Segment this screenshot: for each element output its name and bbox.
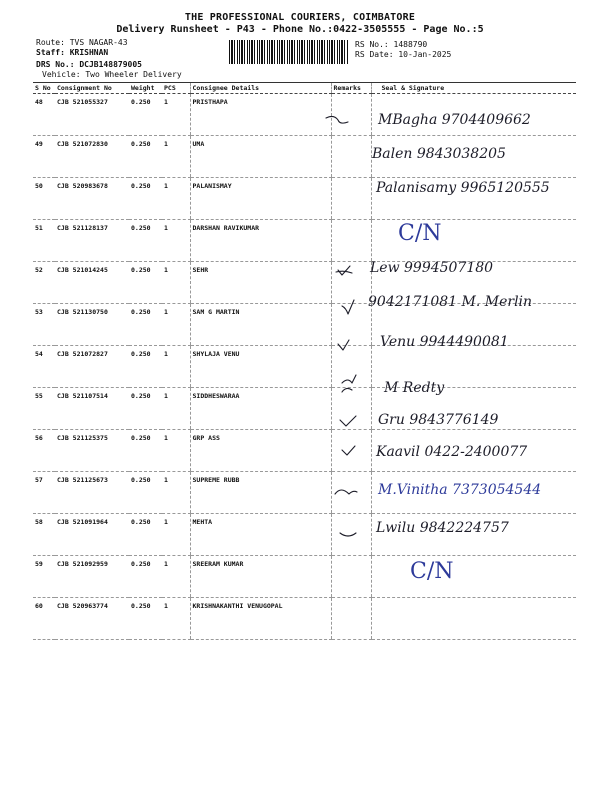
pcs-cell: 1 — [162, 178, 190, 220]
table-header-row — [33, 83, 576, 94]
signature-cell — [371, 556, 576, 598]
col-header-remarks: Remarks — [331, 83, 371, 94]
col-header-consignment: Consignment No — [55, 83, 129, 94]
sno-cell: 51 — [33, 220, 55, 262]
signature-cell — [371, 262, 576, 304]
consignment-cell: CJB 521055327 — [55, 94, 129, 136]
sno-cell: 50 — [33, 178, 55, 220]
weight-cell: 0.250 — [129, 598, 162, 640]
signature-cn-mark: C/N — [398, 221, 442, 246]
sno-cell: 49 — [33, 136, 55, 178]
weight-cell: 0.250 — [129, 556, 162, 598]
pcs-cell: 1 — [162, 220, 190, 262]
signature-cell — [371, 346, 576, 388]
sno-cell: 53 — [33, 304, 55, 346]
signature-text: Palanisamy 9965120555 — [376, 180, 550, 196]
pcs-cell: 1 — [162, 514, 190, 556]
pcs-cell: 1 — [162, 136, 190, 178]
weight-cell: 0.250 — [129, 94, 162, 136]
signature-cell — [371, 304, 576, 346]
signature-text: Gru 9843776149 — [378, 412, 499, 428]
remarks-cell — [331, 514, 371, 556]
company-title: THE PROFESSIONAL COURIERS, COIMBATORE — [184, 12, 416, 23]
consignment-cell: CJB 520983678 — [55, 178, 129, 220]
signature-text: Lew 9994507180 — [370, 260, 494, 276]
barcode — [229, 40, 349, 64]
pcs-cell: 1 — [162, 304, 190, 346]
signature-cell — [371, 430, 576, 472]
weight-cell: 0.250 — [129, 514, 162, 556]
signature-cell — [371, 598, 576, 640]
sno-cell: 58 — [33, 514, 55, 556]
remarks-cell — [331, 472, 371, 514]
signature-cell — [371, 94, 576, 136]
consignee-cell: GRP ASS — [190, 430, 331, 472]
weight-cell: 0.250 — [129, 136, 162, 178]
consignee-cell: SREERAM KUMAR — [190, 556, 331, 598]
table-row — [33, 514, 576, 556]
remarks-cell — [331, 388, 371, 430]
rs-date: RS Date: 10-Jan-2025 — [355, 50, 452, 59]
table-row — [33, 220, 576, 262]
consignee-cell: MEHTA — [190, 514, 331, 556]
table-row — [33, 598, 576, 640]
remarks-cell — [331, 556, 371, 598]
remarks-cell — [331, 136, 371, 178]
signature-cell — [371, 178, 576, 220]
table-row — [33, 304, 576, 346]
signature-cell — [371, 388, 576, 430]
pcs-cell: 1 — [162, 94, 190, 136]
table-row — [33, 556, 576, 598]
table-row — [33, 262, 576, 304]
weight-cell: 0.250 — [129, 346, 162, 388]
signature-text: Lwilu 9842224757 — [376, 520, 509, 536]
consignment-cell: CJB 521091964 — [55, 514, 129, 556]
weight-cell: 0.250 — [129, 178, 162, 220]
consignee-cell: UMA — [190, 136, 331, 178]
vehicle-label: Vehicle: Two Wheeler Delivery — [42, 70, 182, 79]
pcs-cell: 1 — [162, 388, 190, 430]
col-header-pcs: PCS — [162, 83, 190, 94]
runsheet-table — [33, 82, 576, 640]
weight-cell: 0.250 — [129, 472, 162, 514]
signature-text: MBagha 9704409662 — [378, 112, 531, 128]
consignment-cell: CJB 521130750 — [55, 304, 129, 346]
consignee-cell: SHYLAJA VENU — [190, 346, 331, 388]
weight-cell: 0.250 — [129, 262, 162, 304]
consignee-cell: DARSHAN RAVIKUMAR — [190, 220, 331, 262]
consignee-cell: PALANISMAY — [190, 178, 331, 220]
consignment-cell: CJB 521014245 — [55, 262, 129, 304]
sno-cell: 54 — [33, 346, 55, 388]
signature-text: M Redty — [384, 380, 445, 396]
remarks-cell — [331, 178, 371, 220]
route-label: Route: TVS NAGAR-43 — [36, 38, 128, 47]
remarks-cell — [331, 304, 371, 346]
consignment-cell: CJB 521128137 — [55, 220, 129, 262]
pcs-cell: 1 — [162, 472, 190, 514]
weight-cell: 0.250 — [129, 388, 162, 430]
col-header-weight: Weight — [129, 83, 162, 94]
table-row — [33, 388, 576, 430]
consignee-cell: SUPREME RUBB — [190, 472, 331, 514]
remarks-cell — [331, 94, 371, 136]
table-row — [33, 346, 576, 388]
sno-cell: 59 — [33, 556, 55, 598]
signature-text: 9042171081 M. Merlin — [368, 294, 533, 310]
col-header-consignee: Consignee Details — [190, 83, 331, 94]
consignee-cell: SEHR — [190, 262, 331, 304]
weight-cell: 0.250 — [129, 220, 162, 262]
rs-number: RS No.: 1488790 — [355, 40, 428, 49]
consignment-cell: CJB 520963774 — [55, 598, 129, 640]
sno-cell: 55 — [33, 388, 55, 430]
remarks-cell — [331, 430, 371, 472]
consignee-cell: SAM G MARTIN — [190, 304, 331, 346]
table-row — [33, 136, 576, 178]
remarks-cell — [331, 346, 371, 388]
sno-cell: 52 — [33, 262, 55, 304]
signature-text: Balen 9843038205 — [372, 146, 506, 162]
col-header-seal: Seal & Signature — [371, 83, 576, 94]
consignment-cell: CJB 521125375 — [55, 430, 129, 472]
weight-cell: 0.250 — [129, 430, 162, 472]
pcs-cell: 1 — [162, 598, 190, 640]
runsheet-subtitle: Delivery Runsheet - P43 - Phone No.:0422-3505555 - Page No.:5 — [116, 24, 484, 35]
signature-text: M.Vinitha 7373054544 — [378, 482, 542, 498]
consignee-cell: KRISHNAKANTHI VENUGOPAL — [190, 598, 331, 640]
weight-cell: 0.250 — [129, 304, 162, 346]
consignment-cell: CJB 521092959 — [55, 556, 129, 598]
consignment-cell: CJB 521107514 — [55, 388, 129, 430]
signature-cell — [371, 136, 576, 178]
consignment-cell: CJB 521125673 — [55, 472, 129, 514]
signature-cell — [371, 514, 576, 556]
drs-number: DRS No.: DCJB148879005 — [36, 60, 142, 69]
pcs-cell: 1 — [162, 430, 190, 472]
signature-cell — [371, 220, 576, 262]
staff-label: Staff: KRISHNAN — [36, 48, 109, 57]
signature-text: Venu 9944490081 — [380, 334, 509, 350]
signature-cell — [371, 472, 576, 514]
remarks-cell — [331, 220, 371, 262]
consignment-cell: CJB 521072830 — [55, 136, 129, 178]
pcs-cell: 1 — [162, 556, 190, 598]
sno-cell: 56 — [33, 430, 55, 472]
signature-text: Kaavil 0422-2400077 — [376, 444, 528, 460]
remarks-cell — [331, 262, 371, 304]
sno-cell: 60 — [33, 598, 55, 640]
consignment-cell: CJB 521072827 — [55, 346, 129, 388]
consignee-cell: SIDDHESWARAA — [190, 388, 331, 430]
signature-cn-mark: C/N — [410, 559, 454, 584]
remarks-cell — [331, 598, 371, 640]
col-header-sno: S No — [33, 83, 55, 94]
sno-cell: 57 — [33, 472, 55, 514]
table-row — [33, 178, 576, 220]
pcs-cell: 1 — [162, 262, 190, 304]
pcs-cell: 1 — [162, 346, 190, 388]
table-row — [33, 472, 576, 514]
consignee-cell: PRISTHAPA — [190, 94, 331, 136]
table-row — [33, 430, 576, 472]
table-row — [33, 94, 576, 136]
sno-cell: 48 — [33, 94, 55, 136]
